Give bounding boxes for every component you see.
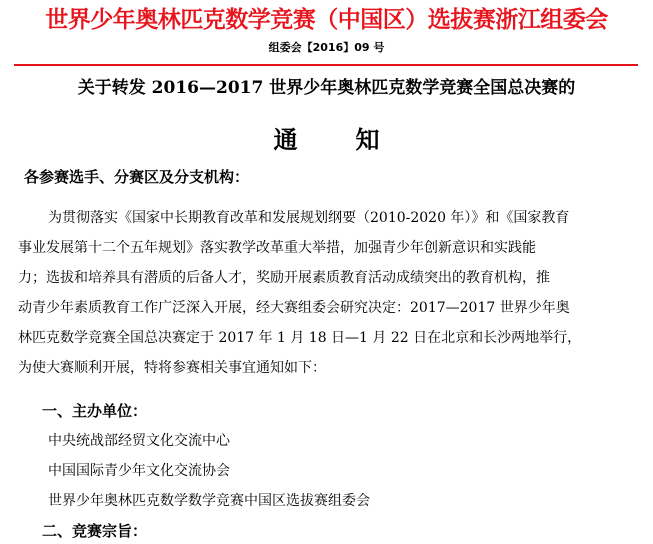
paragraph-line: 力；选拔和培养具有潜质的后备人才，奖励开展素质教育活动成绩突出的教育机构，推 <box>18 270 550 286</box>
notice-heading-char-1: 通 <box>273 125 298 154</box>
paragraph-line: 为使大赛顺利开展，特将参赛相关事宜通知如下： <box>18 360 326 376</box>
paragraph-line: 事业发展第十二个五年规划》落实教学改革重大举措，加强青少年创新意识和实践能 <box>18 240 536 256</box>
organizer-item: 中央统战部经贸文化交流中心 <box>48 433 230 449</box>
organization-header: 世界少年奥林匹克数学竞赛（中国区）选拔赛浙江组委会 <box>45 6 608 33</box>
paragraph-line: 为贯彻落实《国家中长期教育改革和发展规划纲要（2010-2020 年）》和《国家教育 <box>48 210 570 226</box>
notice-title: 关于转发 2016—2017 世界少年奥林匹克数学竞赛全国总决赛的 <box>77 78 576 98</box>
document-number: 组委会【2016】09 号 <box>268 41 385 54</box>
salutation: 各参赛选手、分赛区及分支机构： <box>24 168 250 186</box>
organizer-item: 中国国际青少年文化交流协会 <box>48 463 230 479</box>
red-divider-line <box>14 64 638 66</box>
notice-heading <box>0 123 653 157</box>
paragraph-line: 动青少年素质教育工作广泛深入开展，经大赛组委会研究决定：2017—2017 世界少年奥 <box>18 300 570 316</box>
section-heading-organizers: 一、主办单位： <box>42 402 148 420</box>
notice-heading-char-2: 知 <box>355 125 380 154</box>
organizer-item: 世界少年奥林匹克数学数学竞赛中国区选拔赛组委会 <box>48 493 370 509</box>
section-heading-purpose: 二、竞赛宗旨： <box>42 522 148 540</box>
paragraph-line: 林匹克数学竞赛全国总决赛定于 2017 年 1 月 18 日—1 月 22 日在北京和长沙两地举行， <box>18 330 582 346</box>
